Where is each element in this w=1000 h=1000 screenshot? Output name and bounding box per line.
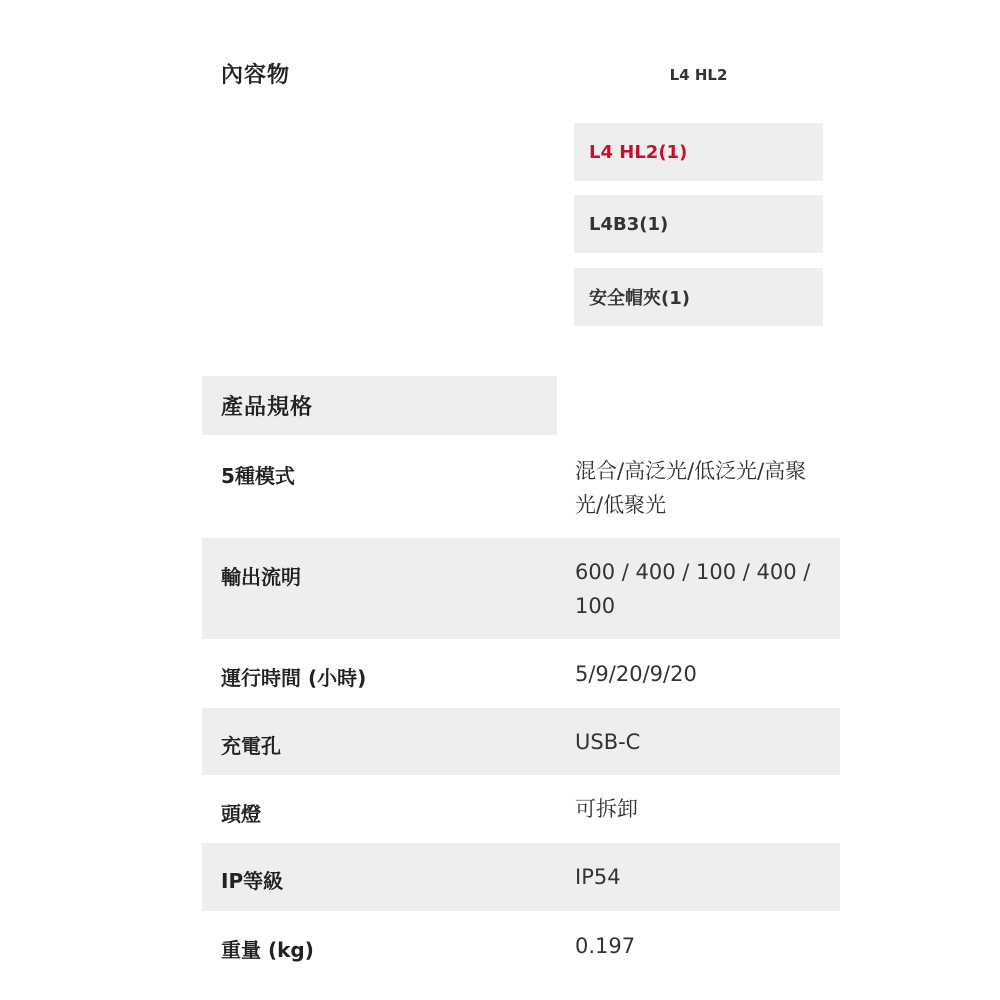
spec-value: 0.197 (575, 934, 636, 958)
spec-value: 600 / 400 / 100 / 400 / 100 (575, 560, 811, 618)
content-item-label: L4B3(1) (589, 213, 669, 235)
spec-row-weight (202, 911, 840, 981)
content-item-helmet-clip (574, 268, 823, 326)
spec-label: 充電孔 (221, 734, 281, 758)
spec-value: IP54 (575, 865, 621, 889)
content-item-battery (574, 195, 823, 253)
spec-label: 頭燈 (221, 802, 261, 826)
spec-label: 輸出流明 (221, 565, 301, 589)
spec-label: IP等級 (221, 869, 284, 893)
specs-heading: 產品規格 (202, 376, 557, 435)
spec-value: 5/9/20/9/20 (575, 662, 697, 686)
content-item-label: L4 HL2(1) (589, 141, 688, 163)
content-item-label: 安全帽夾(1) (589, 288, 690, 309)
spec-label: 5種模式 (221, 464, 295, 488)
spec-row-modes (202, 437, 840, 538)
spec-label: 運行時間 (小時) (221, 666, 367, 690)
spec-row-ip-rating (202, 843, 840, 911)
content-item-headlamp (574, 123, 823, 181)
contents-title: 內容物 (221, 63, 291, 88)
spec-value: 混合/高泛光/低泛光/高聚光/低聚光 (575, 459, 807, 517)
spec-row-lumens (202, 538, 840, 639)
spec-row-runtime (202, 639, 840, 708)
spec-value: USB-C (575, 730, 641, 754)
spec-row-headlamp (202, 775, 840, 843)
contents-model-header: L4 HL2 (669, 66, 728, 84)
spec-label: 重量 (kg) (221, 938, 314, 962)
spec-row-charging-port (202, 708, 840, 775)
spec-value: 可拆卸 (575, 797, 638, 821)
